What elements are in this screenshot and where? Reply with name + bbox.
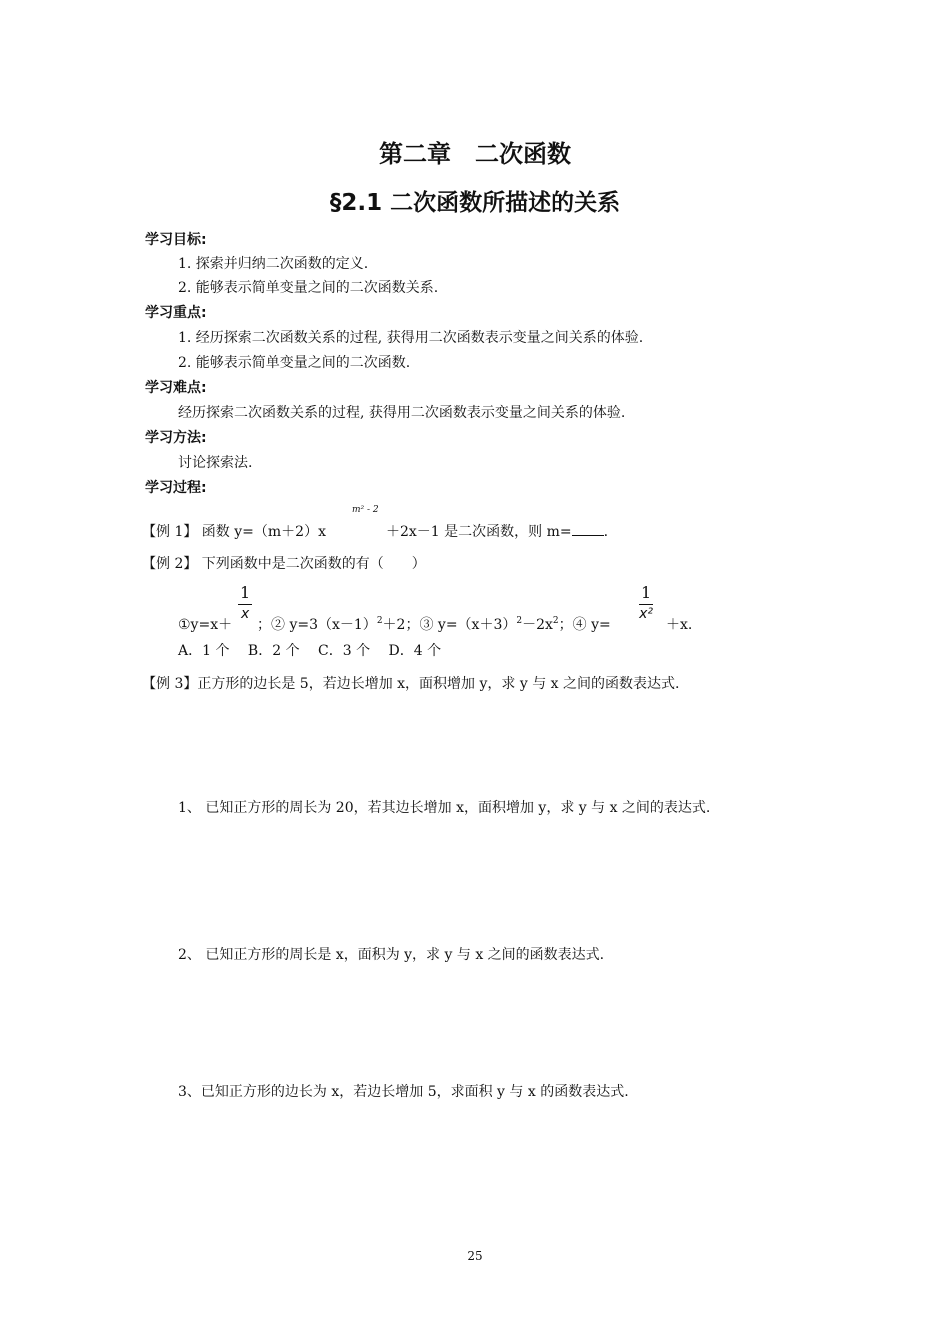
answer-blank[interactable]: [572, 523, 604, 536]
option-2-square: 2: [376, 616, 383, 626]
option-4-tail: ＋x.: [666, 617, 693, 633]
option-3-x-square: 2: [552, 616, 559, 626]
example-2-options-a: ①y=x＋: [178, 617, 233, 633]
exercise-1: 1、 已知正方形的周长为 20，若其边长增加 x，面积增加 y，求 y 与 x 之间的表达式.: [178, 800, 711, 816]
fraction-one-over-x: [238, 583, 252, 622]
example-1-end: .: [603, 524, 609, 540]
option-2-text: ；② y=3（x－1）: [257, 617, 377, 633]
example-2-question: 【例 2】 下列函数中是二次函数的有（ ）: [142, 556, 426, 572]
option-3-tail: －2x: [522, 617, 553, 633]
difficulties-text: 经历探索二次函数关系的过程, 获得用二次函数表示变量之间关系的体验.: [178, 405, 626, 421]
key-point-item-2: 2. 能够表示简单变量之间的二次函数.: [178, 355, 411, 371]
section-title: §2.1 二次函数所描述的关系: [329, 190, 621, 216]
fraction-2-numerator: 1: [639, 583, 653, 605]
key-points-label: 学习重点:: [145, 305, 207, 321]
objective-item-1: 1. 探索并归纳二次函数的定义.: [178, 256, 369, 272]
difficulties-label: 学习难点:: [145, 380, 207, 396]
option-4-text: ；④ y=: [558, 617, 611, 633]
example-1-line: [386, 521, 608, 541]
fraction-2-denominator: x²: [639, 606, 654, 622]
key-point-item-1: 1. 经历探索二次函数关系的过程, 获得用二次函数表示变量之间关系的体验.: [178, 330, 644, 346]
example-1-exponent: m² - 2: [352, 505, 379, 515]
objective-item-2: 2. 能够表示简单变量之间的二次函数关系.: [178, 280, 439, 296]
example-2-options: [257, 614, 611, 634]
exercise-3: 3、已知正方形的边长为 x，若边长增加 5，求面积 y 与 x 的函数表达式.: [178, 1084, 629, 1100]
fraction-one-over-x-squared: [639, 583, 653, 622]
methods-text: 讨论探索法.: [178, 455, 253, 471]
example-3-question: 【例 3】正方形的边长是 5，若边长增加 x，面积增加 y，求 y 与 x 之间的函数表达式.: [142, 676, 680, 692]
fraction-1-denominator: x: [240, 606, 250, 622]
fraction-1-numerator: 1: [238, 583, 252, 605]
exercise-2: 2、 已知正方形的周长是 x，面积为 y，求 y 与 x 之间的函数表达式.: [178, 947, 605, 963]
option-3-square: 2: [516, 616, 523, 626]
option-2-tail: ＋2；③ y=（x＋3）: [382, 617, 517, 633]
objectives-label: 学习目标:: [145, 232, 207, 248]
example-2-choices: A．1 个 B．2 个 C．3 个 D．4 个: [178, 643, 442, 659]
page-number: 25: [467, 1249, 483, 1263]
example-1-suffix: ＋2x－1 是二次函数，则 m=: [386, 524, 572, 540]
process-label: 学习过程:: [145, 480, 207, 496]
chapter-title: 第二章 二次函数: [379, 140, 571, 168]
methods-label: 学习方法:: [145, 430, 207, 446]
example-1-prefix: 【例 1】 函数 y=（m＋2）x: [142, 524, 326, 540]
